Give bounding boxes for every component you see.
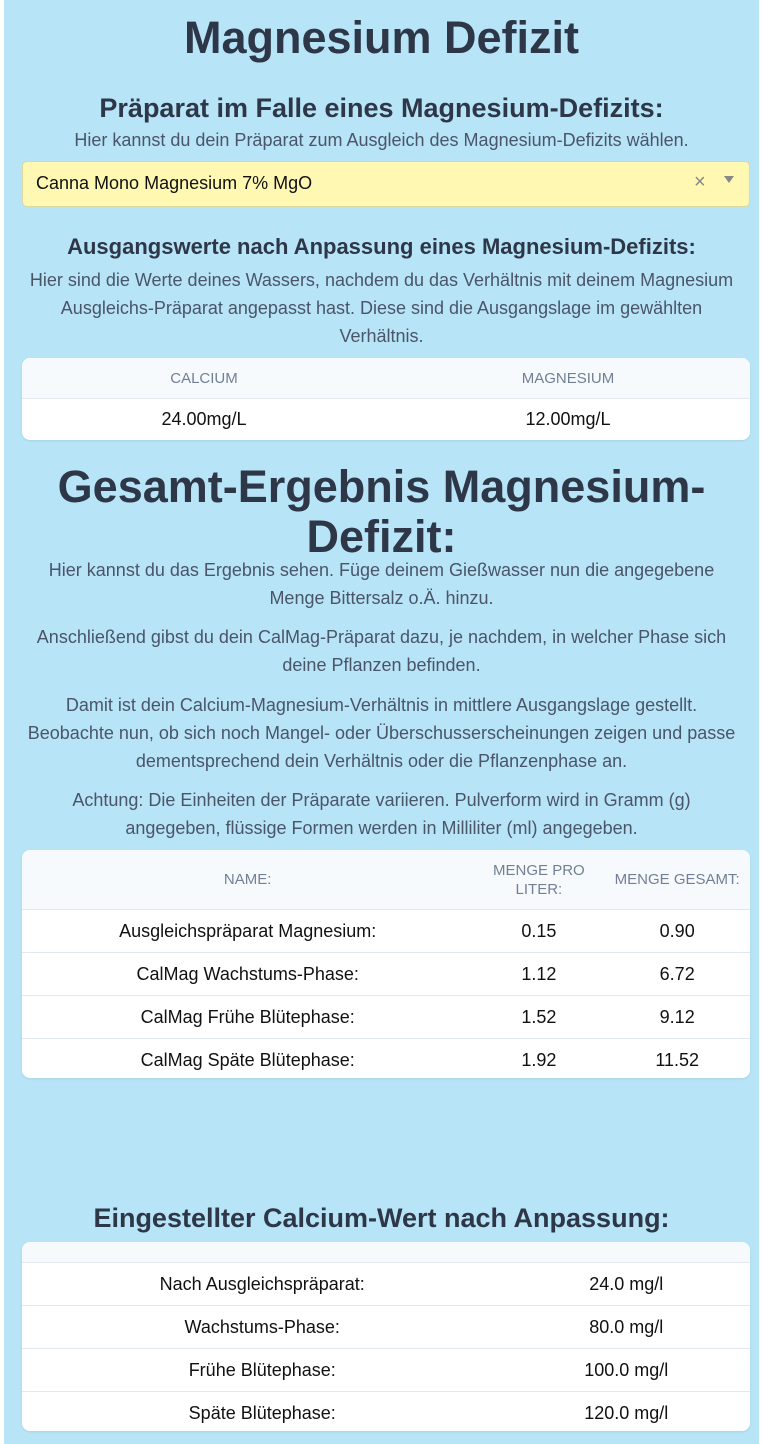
result-paragraph: Hier kannst du das Ergebnis sehen. Füge deinem Gießwasser nun die angegebene Menge Bittersalz o.Ä. hinzu. (48, 560, 715, 608)
table-row (22, 996, 750, 1039)
result-paragraph: Achtung: Die Einheiten der Präparate variieren. Pulverform wird in Gramm (g) angegeben, flüssige Formen werden in Milliliter (ml) angegeben. (72, 790, 691, 838)
column-header-name: NAME: (22, 850, 473, 910)
table-row (22, 953, 750, 996)
table-row (22, 1392, 750, 1432)
chevron-down-icon[interactable] (724, 176, 734, 183)
row-label: Nach Ausgleichspräparat: (22, 1263, 502, 1306)
preparation-description: Hier kannst du dein Präparat zum Ausgleich des Magnesium-Defizits wählen. (74, 130, 689, 150)
row-total: 11.52 (604, 1039, 750, 1079)
result-table (22, 850, 750, 1078)
baseline-table (22, 358, 750, 440)
row-value: 120.0 mg/l (502, 1392, 750, 1432)
row-per-liter: 1.12 (473, 953, 604, 996)
row-total: 6.72 (604, 953, 750, 996)
main-panel (4, 0, 759, 1444)
row-name: CalMag Wachstums-Phase: (22, 953, 473, 996)
calcium-value: 24.00mg/L (22, 399, 386, 440)
row-total: 0.90 (604, 910, 750, 953)
column-header-total: MENGE GESAMT: (604, 850, 750, 910)
table-row (22, 1039, 750, 1079)
table-row (22, 399, 750, 440)
table-row (22, 1263, 750, 1306)
row-value: 80.0 mg/l (502, 1306, 750, 1349)
table-row (22, 1349, 750, 1392)
row-per-liter: 1.52 (473, 996, 604, 1039)
row-per-liter: 1.92 (473, 1039, 604, 1079)
row-name: CalMag Späte Blütephase: (22, 1039, 473, 1079)
row-value: 24.0 mg/l (502, 1263, 750, 1306)
row-total: 9.12 (604, 996, 750, 1039)
row-label: Späte Blütephase: (22, 1392, 502, 1432)
column-header-empty (22, 1242, 502, 1263)
preparation-select[interactable] (22, 161, 750, 207)
column-header-calcium: CALCIUM (22, 358, 386, 399)
baseline-heading: Ausgangswerte nach Anpassung eines Magnesium-Defizits: (67, 234, 696, 259)
calcium-heading: Eingestellter Calcium-Wert nach Anpassung: (93, 1203, 670, 1233)
table-row (22, 910, 750, 953)
baseline-description: Hier sind die Werte deines Wassers, nachdem du das Verhältnis mit deinem Magnesium Ausgleichs-Präparat angepasst hast. Diese sind die Ausgangslage im gewählten Verhältnis. (29, 270, 734, 346)
page-title: Magnesium Defizit (183, 12, 580, 63)
column-header-empty (502, 1242, 750, 1263)
row-name: CalMag Frühe Blütephase: (22, 996, 473, 1039)
column-header-magnesium: MAGNESIUM (386, 358, 750, 399)
preparation-selected-value: Canna Mono Magnesium 7% MgO (36, 173, 313, 193)
table-row (22, 1306, 750, 1349)
row-per-liter: 0.15 (473, 910, 604, 953)
row-label: Wachstums-Phase: (22, 1306, 502, 1349)
result-heading: Gesamt-Ergebnis Magnesium-Defizit: (57, 461, 706, 562)
calcium-table (22, 1242, 750, 1431)
row-name: Ausgleichspräparat Magnesium: (22, 910, 473, 953)
preparation-heading: Präparat im Falle eines Magnesium-Defizits: (99, 93, 664, 123)
row-value: 100.0 mg/l (502, 1349, 750, 1392)
clear-icon[interactable]: × (694, 171, 706, 193)
row-label: Frühe Blütephase: (22, 1349, 502, 1392)
result-paragraph: Anschließend gibst du dein CalMag-Präparat dazu, je nachdem, in welcher Phase sich deine Pflanzen befinden. (36, 627, 727, 675)
result-paragraph: Damit ist dein Calcium-Magnesium-Verhältnis in mittlere Ausgangslage gestellt. Beobachte nun, ob sich noch Mangel- oder Überschusserscheinungen zeigen und passe dementsprechend dein Verhältnis oder die Pflanzenphase an. (27, 695, 736, 771)
column-header-per-liter: MENGE PRO LITER: (473, 850, 604, 910)
magnesium-value: 12.00mg/L (386, 399, 750, 440)
